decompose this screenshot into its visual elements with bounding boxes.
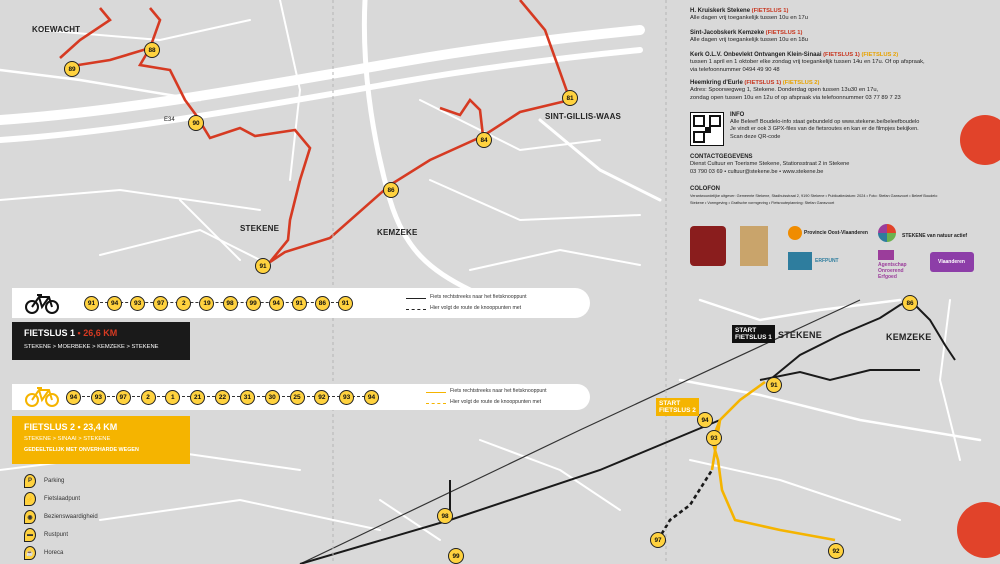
route1-node-93: 93 [130, 296, 145, 311]
route2-node-93: 93 [339, 390, 354, 405]
map-node-92[interactable]: 92 [828, 543, 844, 559]
map-node-98[interactable]: 98 [437, 508, 453, 524]
map-node-93[interactable]: 93 [706, 430, 722, 446]
route2-node-94: 94 [364, 390, 379, 405]
map-node-99[interactable]: 99 [448, 548, 464, 564]
route1-node-99: 99 [246, 296, 261, 311]
route2-title: FIETSLUS 2 [24, 422, 76, 432]
logo-stekene-mark [878, 224, 896, 242]
route2-node-25: 25 [290, 390, 305, 405]
route2-legend-dashed: Hier volgt de route de knooppunten met [450, 399, 542, 405]
logo-agentschap: Agentschap Onroerend Erfgoed [878, 262, 907, 280]
route1-node-91: 91 [292, 296, 307, 311]
start-fietslus-2: START FIETSLUS 2 [656, 398, 699, 416]
logo-oost-vlaanderen-mark [788, 226, 802, 240]
route2-node-22: 22 [215, 390, 230, 405]
route1-node-86: 86 [315, 296, 330, 311]
route1-distance: 26,6 KM [83, 328, 118, 338]
route1-title: FIETSLUS 1 [24, 328, 76, 338]
logo-vlaanderen-box: Vlaanderen [930, 252, 974, 272]
logo-agentschap-mark [878, 250, 894, 260]
bicycle-icon-yellow [24, 387, 60, 407]
route1-node-97: 97 [153, 296, 168, 311]
map-node-84[interactable]: 84 [476, 132, 492, 148]
route1-node-94: 94 [269, 296, 284, 311]
horeca-icon: ☕ [24, 546, 36, 560]
route1-node-19: 19 [199, 296, 214, 311]
logo-boudelo [740, 226, 768, 266]
logo-heemkring [690, 226, 726, 266]
route2-node-92: 92 [314, 390, 329, 405]
route2-node-93: 93 [91, 390, 106, 405]
legend-rustpunt: ▬ Rustpunt [24, 528, 68, 542]
start-fietslus-1: START FIETSLUS 1 [732, 325, 775, 343]
map-node-88[interactable]: 88 [144, 42, 160, 58]
map-node-81[interactable]: 81 [562, 90, 578, 106]
legend-bezienswaardigheid: ◉ Bezienswaardigheid [24, 510, 98, 524]
bicycle-icon [24, 292, 60, 314]
route2-node-2: 2 [141, 390, 156, 405]
map-node-91-right[interactable]: 91 [766, 377, 782, 393]
map-node-91-top[interactable]: 91 [255, 258, 271, 274]
map-node-86-top[interactable]: 86 [383, 182, 399, 198]
place-kemzeke-top: KEMZEKE [377, 228, 418, 237]
route1-title-box [12, 322, 190, 360]
map-node-94[interactable]: 94 [697, 412, 713, 428]
legend-parking: P Parking [24, 474, 64, 488]
route2-note: GEDEELTELIJK MET ONVERHARDE WEGEN [24, 447, 139, 453]
charging-icon: ⚡ [24, 492, 36, 506]
route2-node-21: 21 [190, 390, 205, 405]
route2-distance: 23,4 KM [83, 422, 118, 432]
parking-icon: P [24, 474, 36, 488]
qr-code-icon[interactable] [690, 112, 724, 146]
route2-node-1: 1 [165, 390, 180, 405]
map-node-86-right[interactable]: 86 [902, 295, 918, 311]
route1-node-strip [12, 288, 590, 318]
logo-oost-vlaanderen: Provincie Oost-Vlaanderen [804, 230, 868, 236]
route1-node-2: 2 [176, 296, 191, 311]
place-kemzeke-right: KEMZEKE [886, 332, 932, 342]
legend-horeca: ☕ Horeca [24, 546, 63, 560]
route1-bullet: • [77, 328, 81, 338]
map-node-89[interactable]: 89 [64, 61, 80, 77]
road-e34-label: E34 [164, 117, 175, 123]
route1-node-91: 91 [84, 296, 99, 311]
route1-legend-solid-line [406, 298, 426, 299]
route1-node-94: 94 [107, 296, 122, 311]
route1-legend-dashed: Hier volgt de route de knooppunten met [430, 305, 522, 311]
place-stekene-right: STEKENE [778, 330, 822, 340]
info-block-4: Heemkring d'Eurle (FIETSLUS 1) (FIETSLUS 2) Adres: Spoorwegweg 1, Stekene. Donderdag open tussen 13u30 en 17u, zondag open tussen 10u en 12u of op afspraak via telefoonnummer 03 77 89 7 23 [690, 80, 901, 101]
route2-title-box [12, 416, 190, 464]
place-koewacht: KOEWACHT [32, 25, 81, 34]
info-block-2: Sint-Jacobskerk Kemzeke (FIETSLUS 1) Alle dagen vrij toegankelijk tussen 10u en 18u [690, 30, 808, 44]
route1-path: STEKENE > MOERBEKE > KEMZEKE > STEKENE [24, 344, 159, 350]
route2-node-30: 30 [265, 390, 280, 405]
route2-legend-dashed-line [426, 403, 446, 404]
place-sint-gillis: SINT-GILLIS-WAAS [545, 112, 622, 121]
route2-node-31: 31 [240, 390, 255, 405]
route2-legend-solid-line [426, 392, 446, 393]
route2-node-94: 94 [66, 390, 81, 405]
rest-icon: ▬ [24, 528, 36, 542]
route2-path: STEKENE > SINAAI > STEKENE [24, 436, 111, 442]
place-stekene-top: STEKENE [240, 224, 280, 233]
route2-legend-solid: Fiets rechtstreeks naar het fietsknooppunt [450, 388, 547, 394]
logo-erfpunt-mark [788, 252, 812, 270]
map-node-90[interactable]: 90 [188, 115, 204, 131]
legend-laadpunt: ⚡ Fietslaadpunt [24, 492, 80, 506]
logo-erfpunt: ERFPUNT [815, 258, 839, 264]
route1-node-98: 98 [223, 296, 238, 311]
info-contact-block: CONTACTGEGEVENS Dienst Cultuur en Toerisme Stekene, Stationsstraat 2 in Stekene 03 790 03 69 • cultuur@stekene.be • www.stekene.be [690, 154, 850, 175]
route1-legend-solid: Fiets rechtstreeks naar het fietsknooppunt [430, 294, 527, 300]
route1-node-91: 91 [338, 296, 353, 311]
info-block-3: Kerk O.L.V. Onbevlekt Ontvangen Klein-Sinaai (FIETSLUS 1) (FIETSLUS 2) tussen 1 april en 1 oktober elke zondag vrij toegankelijk tussen 14u en 17u. Of op afspraak, via telefoonnummer 0494 49 90 48 [690, 52, 925, 73]
route2-bullet: • [77, 422, 81, 432]
map-node-97[interactable]: 97 [650, 532, 666, 548]
info-block-1: H. Kruiskerk Stekene (FIETSLUS 1) Alle dagen vrij toegankelijk tussen 10u en 17u [690, 8, 808, 22]
info-qr-block: INFO Alle Beleef! Boudelo-info staat gebundeld op www.stekene.be/beleefboudelo Je vindt er ook 3 GPX-files van de fietsroutes en kan er de filmpjes bekijken. Scan deze QR-code [730, 112, 920, 140]
route2-node-97: 97 [116, 390, 131, 405]
logo-stekene: STEKENE van natuur actief [902, 233, 968, 239]
route1-legend-dashed-line [406, 309, 426, 310]
sight-icon: ◉ [24, 510, 36, 524]
info-colofon-block: COLOFON Verantwoordelijke uitgever: Gemeente Stekene, Stadhuisstraat 2, 9190 Stekene • Publicatiedatum: 2024 • Foto: Stefan Gansvoort • Beleef Boudelo Stekene • Vormgeving • Grafische vormgeving • Fietsrouteplanning: Stefan Gansvoort [690, 186, 938, 205]
